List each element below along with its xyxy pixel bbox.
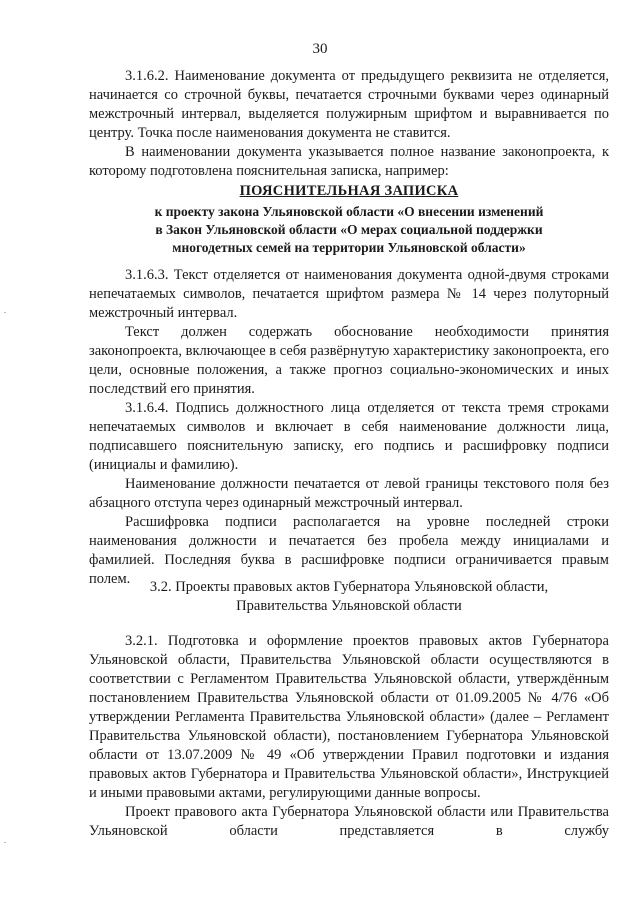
- paragraph-signature-decoding: Расшифровка подписи располагается на уровне последней строки наименования должности и печатается без пробела между инициалами и фамилией. Последняя буква в расшифровке подписи ограничивается правым полем.: [89, 514, 609, 587]
- intro-block: [89, 67, 609, 181]
- paragraph-3-1-6-4: 3.1.6.4. Подпись должностного лица отделяется от текста тремя строками непечатаемых символов и включает в себя наименование должности лица, подписавшего пояснительную записку, его подпись и расшифровку подписи (инициалы и фамилию).: [89, 400, 609, 473]
- paragraph-project-submission: Проект правового акта Губернатора Ульяновской области или Правительства Ульяновской области представляется в службу: [89, 804, 609, 839]
- paragraph-text-content: Текст должен содержать обоснование необходимости принятия законопроекта, включающее в себя развёрнутую характеристику законопроекта, его цели, основные положения, а также прогноз социально-экономических и иных последствий его принятия.: [89, 324, 609, 397]
- section-body: [89, 632, 609, 860]
- example-subtitle-line-3: многодетных семей на территории Ульяновской области»: [172, 240, 526, 255]
- section-heading-line-1: 3.2. Проекты правовых актов Губернатора Ульяновской области,: [149, 579, 549, 595]
- section-heading-line-2: Правительства Ульяновской области: [236, 598, 462, 614]
- paragraph-position-name: Наименование должности печатается от левой границы текстового поля без абзацного отступа через одинарный межстрочный интервал.: [89, 476, 609, 511]
- example-subtitle-line-2: в Закон Ульяновской области «О мерах социальной поддержки: [155, 222, 543, 237]
- paragraph-3-2-1: 3.2.1. Подготовка и оформление проектов правовых актов Губернатора Ульяновской области, Правительства Ульяновской области осуществляются в соответствии с Регламентом Правительства Ульяновской области, утверждённым постановлением Правительства Ульяновской области от 01.09.2005 № 4/76 «Об утверждении Регламента Правительства Ульяновской области» (далее – Регламент Правительства Ульяновской области), постановлением Губернатора Ульяновской области от 13.07.2009 № 49 «Об утверждении Правил подготовки и издания правовых актов Губернатора и Правительства Ульяновской области», Инструкцией и иными правовыми актами, регулирующими данные вопросы.: [89, 633, 609, 801]
- scan-mark: [4, 312, 6, 313]
- paragraph-3-1-6-3: 3.1.6.3. Текст отделяется от наименования документа одной-двумя строками непечатаемых символов, печатается шрифтом размера № 14 через полуторный межстрочный интервал.: [89, 267, 609, 321]
- example-subtitle-line-1: к проекту закона Ульяновской области «О внесении изменений: [154, 204, 544, 219]
- section-heading: [89, 578, 609, 616]
- text-block: [89, 266, 609, 589]
- page-number: 30: [312, 41, 328, 57]
- paragraph-document-name: В наименовании документа указывается полное название законопроекта, к которому подготовлена пояснительная записка, например:: [89, 144, 609, 179]
- example-block: [89, 182, 609, 257]
- scan-mark: [4, 842, 6, 843]
- paragraph-3-1-6-2: 3.1.6.2. Наименование документа от предыдущего реквизита не отделяется, начинается со строчной буквы, печатается строчными буквами через одинарный межстрочный интервал, выделяется полужирным шрифтом и выравнивается по центру. Точка после наименования документа не ставится.: [89, 68, 609, 141]
- example-title: ПОЯСНИТЕЛЬНАЯ ЗАПИСКА: [239, 183, 459, 199]
